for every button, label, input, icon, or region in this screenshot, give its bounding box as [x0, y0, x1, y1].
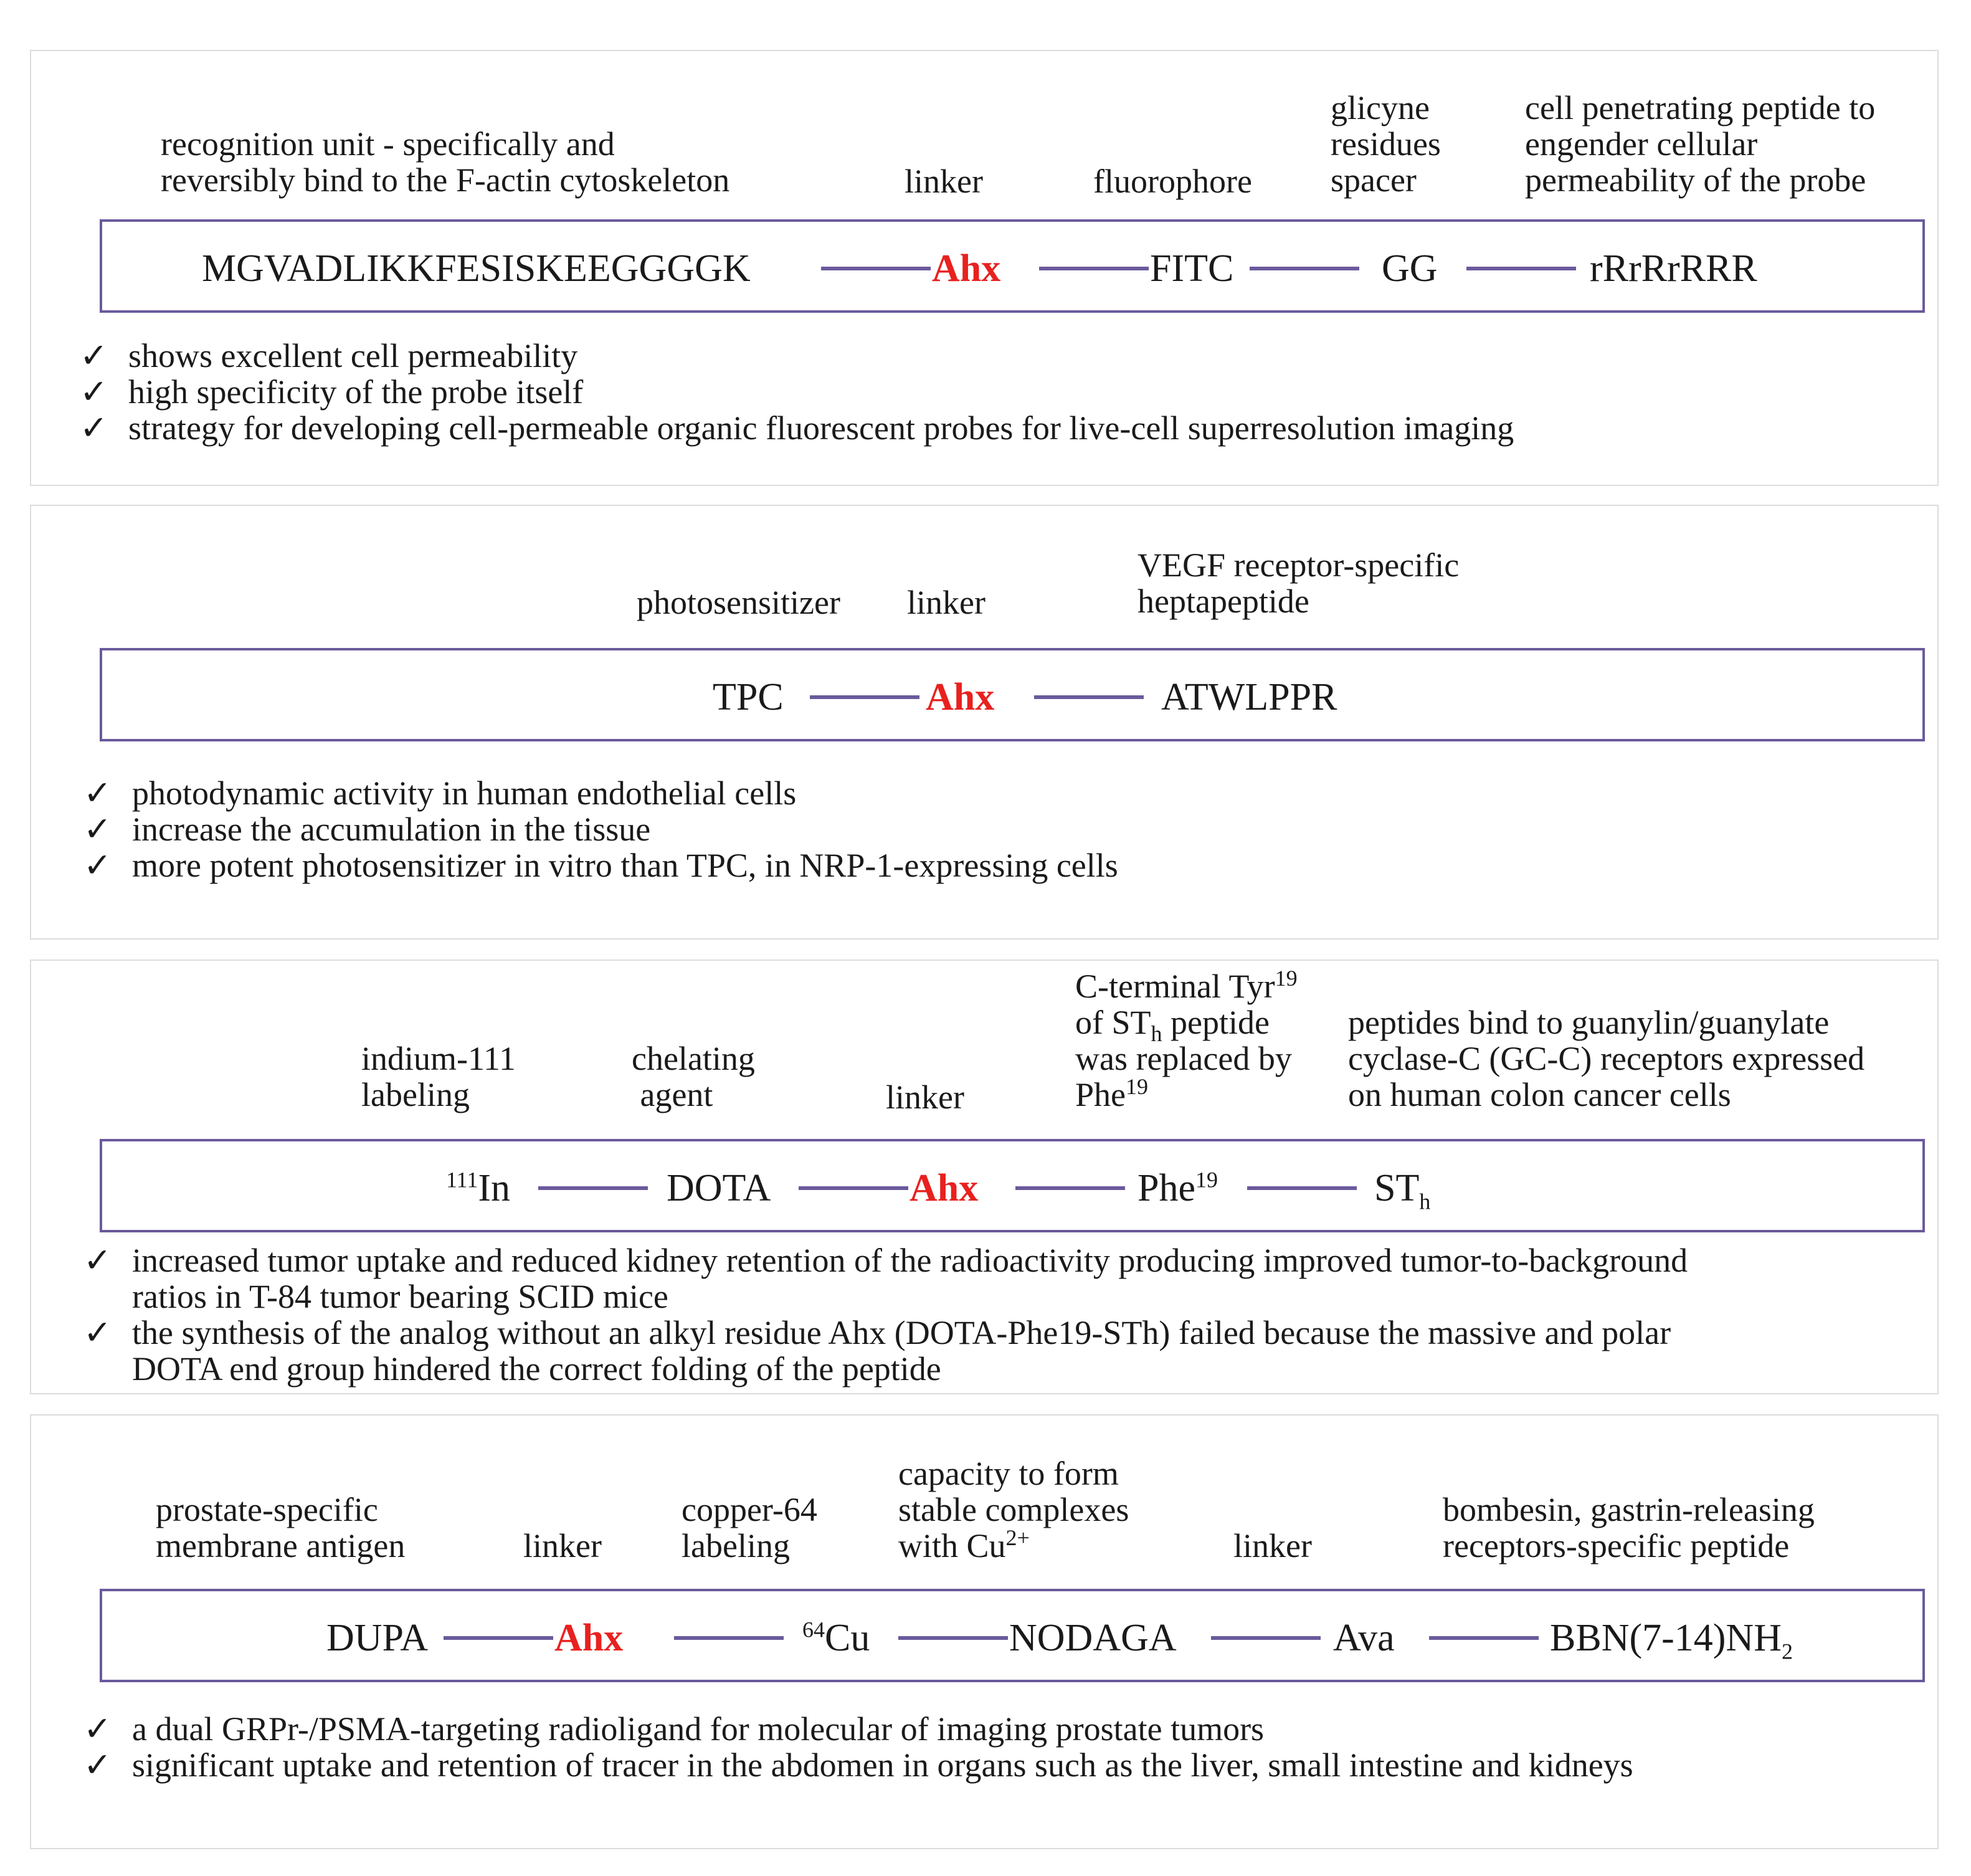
seq-gg: GG [1382, 247, 1438, 290]
label-indium: indium-111 labeling [361, 1040, 516, 1113]
seq-peptide: MGVADLIKKFESISKEEGGGGK [202, 247, 751, 290]
sequence-box [100, 648, 1925, 741]
bond-line [1211, 1636, 1321, 1640]
panel-indium-conjugate: indium-111 labeling chelating agent linker C-terminal Tyr$^{19}$ of $ST_h$ peptide was replaced by Phe$^{19}$ peptides bind to guanylin/guanylate cyclase-C (GC-C) receptors expressed on human colon cancer cells $^{111}$In DOTA Ahx Phe$^{19}$ $ST_h$ ✓ increased tumor uptake and reduced kidney retention of the radioactivity producing improved tumor-to-background ratios in T-84 tumor bearing SCID mice ✓ the synthesis of the analog without an alkyl residue Ahx (DOTA-Phe19-STh) failed because the massive and polar DOTA end group hindered the correct folding of the peptide [30, 959, 1939, 1394]
label-linker: linker [907, 584, 985, 621]
label-linker: linker [523, 1527, 602, 1564]
seq-bbn: $BBN(7-14)NH_2$ [1550, 1617, 1793, 1664]
seq-atwlppr: ATWLPPR [1161, 676, 1337, 718]
seq-sth: $ST_h$ [1374, 1167, 1431, 1214]
label-photosensitizer: photosensitizer [637, 584, 840, 621]
seq-fitc: FITC [1150, 247, 1234, 290]
label-linker: linker [886, 1078, 964, 1116]
seq-cpp: rRrRrRRR [1590, 247, 1757, 290]
check-icon: ✓ [80, 337, 108, 374]
seq-tpc: TPC [713, 676, 784, 718]
check-icon: ✓ [83, 774, 112, 812]
seq-dota: DOTA [667, 1167, 771, 1209]
check-icon: ✓ [80, 373, 108, 411]
label-fluorophore: fluorophore [1093, 163, 1252, 200]
label-bombesin: bombesin, gastrin-releasing receptors-specific peptide [1443, 1491, 1815, 1564]
label-vegf-peptide: VEGF receptor-specific heptapeptide [1137, 546, 1460, 620]
bond-line [1250, 267, 1359, 270]
check-icon: ✓ [80, 409, 108, 447]
seq-nodaga: NODAGA [1009, 1617, 1177, 1659]
label-linker: linker [905, 163, 983, 200]
label-cell-penetrating: cell penetrating peptide to engender cellular permeability of the probe [1525, 89, 1876, 199]
check-icon: ✓ [83, 1746, 112, 1784]
label-spacer: glicyne residues spacer [1331, 89, 1441, 199]
bond-line [1015, 1186, 1125, 1190]
seq-ava: Ava [1333, 1617, 1395, 1659]
seq-phe19: Phe$^{19}$ [1137, 1167, 1218, 1209]
bond-line [538, 1186, 648, 1190]
label-recognition-unit: recognition unit - specifically and reversibly bind to the F-actin cytoskeleton [161, 125, 730, 199]
seq-ahx: Ahx [926, 676, 995, 718]
check-icon: ✓ [83, 847, 112, 884]
bond-line [444, 1636, 553, 1640]
panel-factin-probe: recognition unit - specifically and reversibly bind to the F-actin cytoskeleton linker fluorophore glicyne residues spacer cell penetrating peptide to engender cellular permeability of the probe MGVADLIKKFESISKEEGGGGK Ahx FITC GG rRrRrRRR ✓ shows excellent cell permeability ✓ high specificity of the probe itself ✓ strategy for developing cell-permeable organic fluorescent probes for live-cell superresolution imaging [30, 50, 1939, 486]
check-icon: ✓ [83, 811, 112, 848]
check-icon: ✓ [83, 1242, 112, 1279]
check-icon: ✓ [83, 1314, 112, 1351]
bond-line [810, 695, 919, 699]
bond-line [1429, 1636, 1539, 1640]
label-c-terminal: C-terminal Tyr$^{19}$ of $ST_h$ peptide was replaced by Phe$^{19}$ [1075, 966, 1298, 1113]
bond-line [1039, 267, 1149, 270]
seq-ahx: Ahx [932, 247, 1001, 290]
seq-indium: $^{111}$In [446, 1167, 510, 1209]
bond-line [799, 1186, 908, 1190]
bond-line [821, 267, 931, 270]
bond-line [674, 1636, 784, 1640]
panel-photosensitizer-conjugate: photosensitizer linker VEGF receptor-specific heptapeptide TPC Ahx ATWLPPR ✓ photodynamic activity in human endothelial cells ✓ increase the accumulation in the tissue ✓ more potent photosensitizer in vitro than TPC, in NRP-1-expressing cells [30, 505, 1939, 940]
seq-dupa: DUPA [326, 1617, 429, 1659]
sequence-box [100, 1139, 1925, 1232]
label-guanylin-receptor: peptides bind to guanylin/guanylate cyclase-C (GC-C) receptors expressed on human colon cancer cells [1348, 1004, 1865, 1113]
bond-line [1466, 267, 1576, 270]
label-nodaga-capacity: capacity to form stable complexes with $Cu^{2+}$ [898, 1455, 1129, 1564]
seq-ahx: Ahx [910, 1167, 979, 1209]
sequence-box [100, 1589, 1925, 1682]
sequence-box [100, 219, 1925, 313]
bond-line [898, 1636, 1008, 1640]
seq-ahx: Ahx [554, 1617, 624, 1659]
label-chelating-agent: chelating agent [632, 1040, 755, 1113]
bond-line [1247, 1186, 1357, 1190]
check-icon: ✓ [83, 1710, 112, 1748]
label-psma: prostate-specific membrane antigen [156, 1491, 406, 1564]
label-copper: copper-64 labeling [682, 1491, 817, 1564]
seq-copper64: $^{64}$Cu [802, 1617, 870, 1659]
label-linker: linker [1233, 1527, 1312, 1564]
panel-dual-targeting-radioligand: prostate-specific membrane antigen linker copper-64 labeling capacity to form stable complexes with $Cu^{2+}$ linker bombesin, gastrin-releasing receptors-specific peptide DUPA Ahx $^{64}$Cu NODAGA Ava $BBN(7-14)NH_2$ ✓ a dual GRPr-/PSMA-targeting radioligand for molecular of imaging prostate tumors ✓ significant uptake and retention of tracer in the abdomen in organs such as the liver, small intestine and kidneys [30, 1414, 1939, 1849]
bond-line [1034, 695, 1144, 699]
